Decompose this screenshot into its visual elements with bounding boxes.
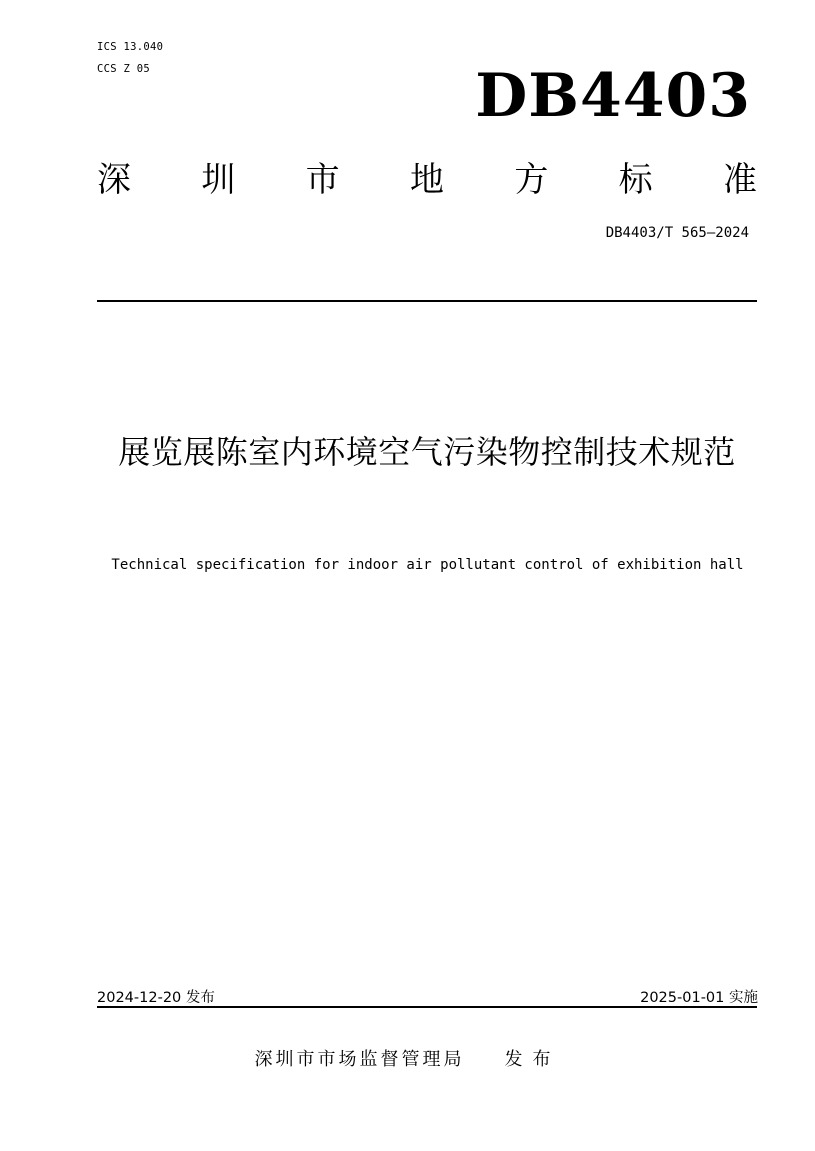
issue-date: 2024-12-20 发布 (97, 990, 215, 1006)
standard-type-char: 标 (618, 160, 653, 200)
ccs-code: CCS Z 05 (97, 63, 150, 75)
ics-code: ICS 13.040 (97, 41, 164, 53)
top-divider (97, 300, 757, 302)
implementation-date: 2025-01-01 实施 (640, 990, 758, 1006)
standard-number: DB4403/T 565—2024 (605, 225, 749, 241)
chinese-title: 展览展陈室内环境空气污染物控制技术规范 (118, 433, 736, 471)
standard-type-char: 圳 (201, 160, 236, 200)
standard-type-char: 准 (722, 160, 757, 200)
standard-code: DB4403 (475, 61, 751, 131)
bottom-divider (97, 1006, 757, 1008)
standard-type-char: 方 (514, 160, 549, 200)
standard-type-heading (97, 158, 757, 202)
publisher-name: 深圳市市场监督管理局 (254, 1049, 465, 1070)
publisher-line (0, 1045, 815, 1071)
publisher-action: 发布 (504, 1049, 561, 1070)
standard-type-char: 市 (305, 160, 340, 200)
standard-type-char: 深 (97, 160, 131, 200)
standard-type-char: 地 (409, 160, 444, 200)
english-title: Technical specification for indoor air pollutant control of exhibition hall (111, 557, 744, 573)
